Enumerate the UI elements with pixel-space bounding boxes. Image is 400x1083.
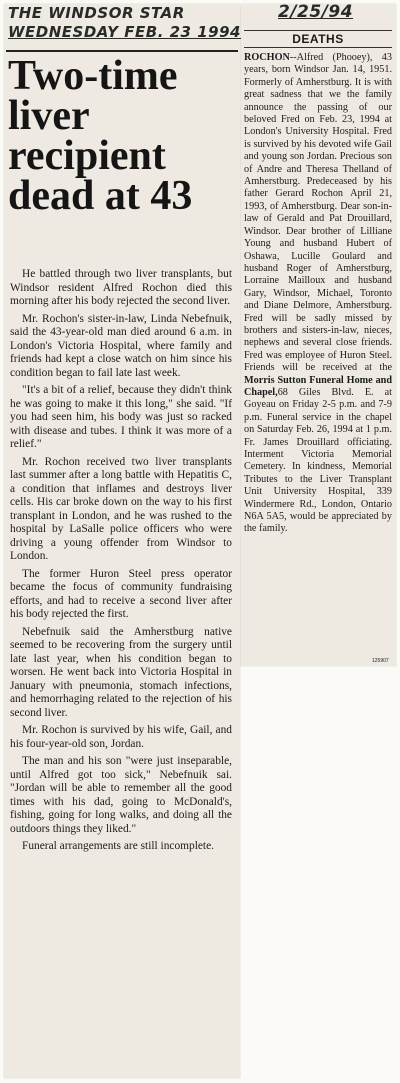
article-paragraph: Mr. Rochon is survived by his wife, Gail, and his four-year-old son, Jordan.	[10, 724, 232, 750]
article-paragraph: He battled through two liver transplants, but Windsor resident Alfred Rochon died this morning after his body rejected the second liver.	[10, 268, 232, 307]
obituary-paragraph	[244, 52, 392, 536]
obituary-text: --Alfred (Phooey), 43 years, born Windsor Jan. 14, 1951. Formerly of Amherstburg. It is with great sadness that we the family announce the passing of our beloved Fred on Feb. 23, 1994 at London's University Hospital. Fred is survived by his devoted wife Gail and young son Jordan. Precious son of Andre and Theresa Thelland of Amherstburg. Predeceased by his father Gerard Rochon April 21, 1993, of Amherstburg. Dear son-in-law of Gerald and Pat Drouillard, Windsor. Dear brother of Lilliane Young and husband Hubert of Oshawa, Lucille Goulard and husband Roger of Amherstburg, Lorraine Mailloux and husband Gary, Windsor, Michael, Toronto and Diane Delmore, Amherstburg. Fred will be sadly missed by brothers and sisters-in-law, nieces, nephews and several close friends. Fred was employee of Huron Steel. Friends will be received at the	[244, 52, 392, 374]
article-headline	[8, 53, 238, 219]
publication-date: WEDNESDAY FEB. 23 1994	[8, 23, 241, 41]
header-divider	[6, 50, 238, 52]
funeral-home-name: Morris Sutton Funeral Home and Chapel,	[244, 374, 392, 398]
headline-line: liver	[8, 93, 90, 139]
ad-number: 125907	[372, 658, 389, 664]
article-paragraph: The man and his son "were just inseparable, until Alfred got too sick," Nebefnuik sai. "Jordan will be able to remember all the good times with his dad, going to McDonald's, fishing, going for long walks, and doing all the outdoors things they liked."	[10, 755, 232, 835]
obituary-text-continued: 68 Giles Blvd. E. at Goyeau on Friday 2-5 p.m. and 7-9 p.m. Funeral service in the chapel on Saturday Feb. 26, 1994 at 1 p.m. Fr. James Drouillard officiating. Interment Victoria Memorial Cemetery. In kindness, Memorial Tributes to the Liver Transplant Unit University Hospital, 339 Windermere Rd., London, Ontario N6A 5A5, would be appreciated by the family.	[244, 386, 392, 535]
section-heading: DEATHS	[244, 30, 392, 48]
article-paragraph: Nebefnuik said the Amherstburg native seemed to be recovering from the surgery until late last year, when his condition began to worsen. He went back into Victoria Hospital in January with pneumonia, stomach infections, and hemorrhaging related to the rejection of his second liver.	[10, 625, 232, 719]
article-body	[10, 268, 232, 858]
publication-name: THE WINDSOR STAR	[8, 4, 185, 22]
handwritten-date: 2/25/94	[278, 2, 354, 22]
article-paragraph: "It's a bit of a relief, because they didn't think he was going to make it this long," she said. "If you had seen him, his body was just so racked with disease and tubes. I think it was more of a relief."	[10, 384, 232, 450]
article-paragraph: Funeral arrangements are still incomplete.	[22, 840, 214, 852]
headline-line: Two-time	[8, 53, 178, 99]
headline-line: dead at 43	[8, 173, 193, 219]
article-paragraph: Mr. Rochon received two liver transplants last summer after a long battle with Hepatitis C, a condition that inflames and destroys liver cells. His car broke down on the way to his first transplant in London, and he was rushed to the hospital by LaSalle police officers who were driving a young offender from Windsor to London.	[10, 455, 232, 562]
obituary-body	[244, 52, 392, 536]
obituary-name: ROCHON	[244, 52, 290, 63]
headline-line: recipient	[8, 133, 166, 179]
article-paragraph: Mr. Rochon's sister-in-law, Linda Nebefnuik, said the 43-year-old man died around 6 a.m. in London's Victoria Hospital, where family and friends had kept a close watch on him since his condition began to fail late last week.	[10, 312, 232, 379]
article-paragraph: The former Huron Steel press operator became the focus of community fundraising efforts, and had to receive a second liver after his body rejected the first.	[10, 567, 232, 620]
